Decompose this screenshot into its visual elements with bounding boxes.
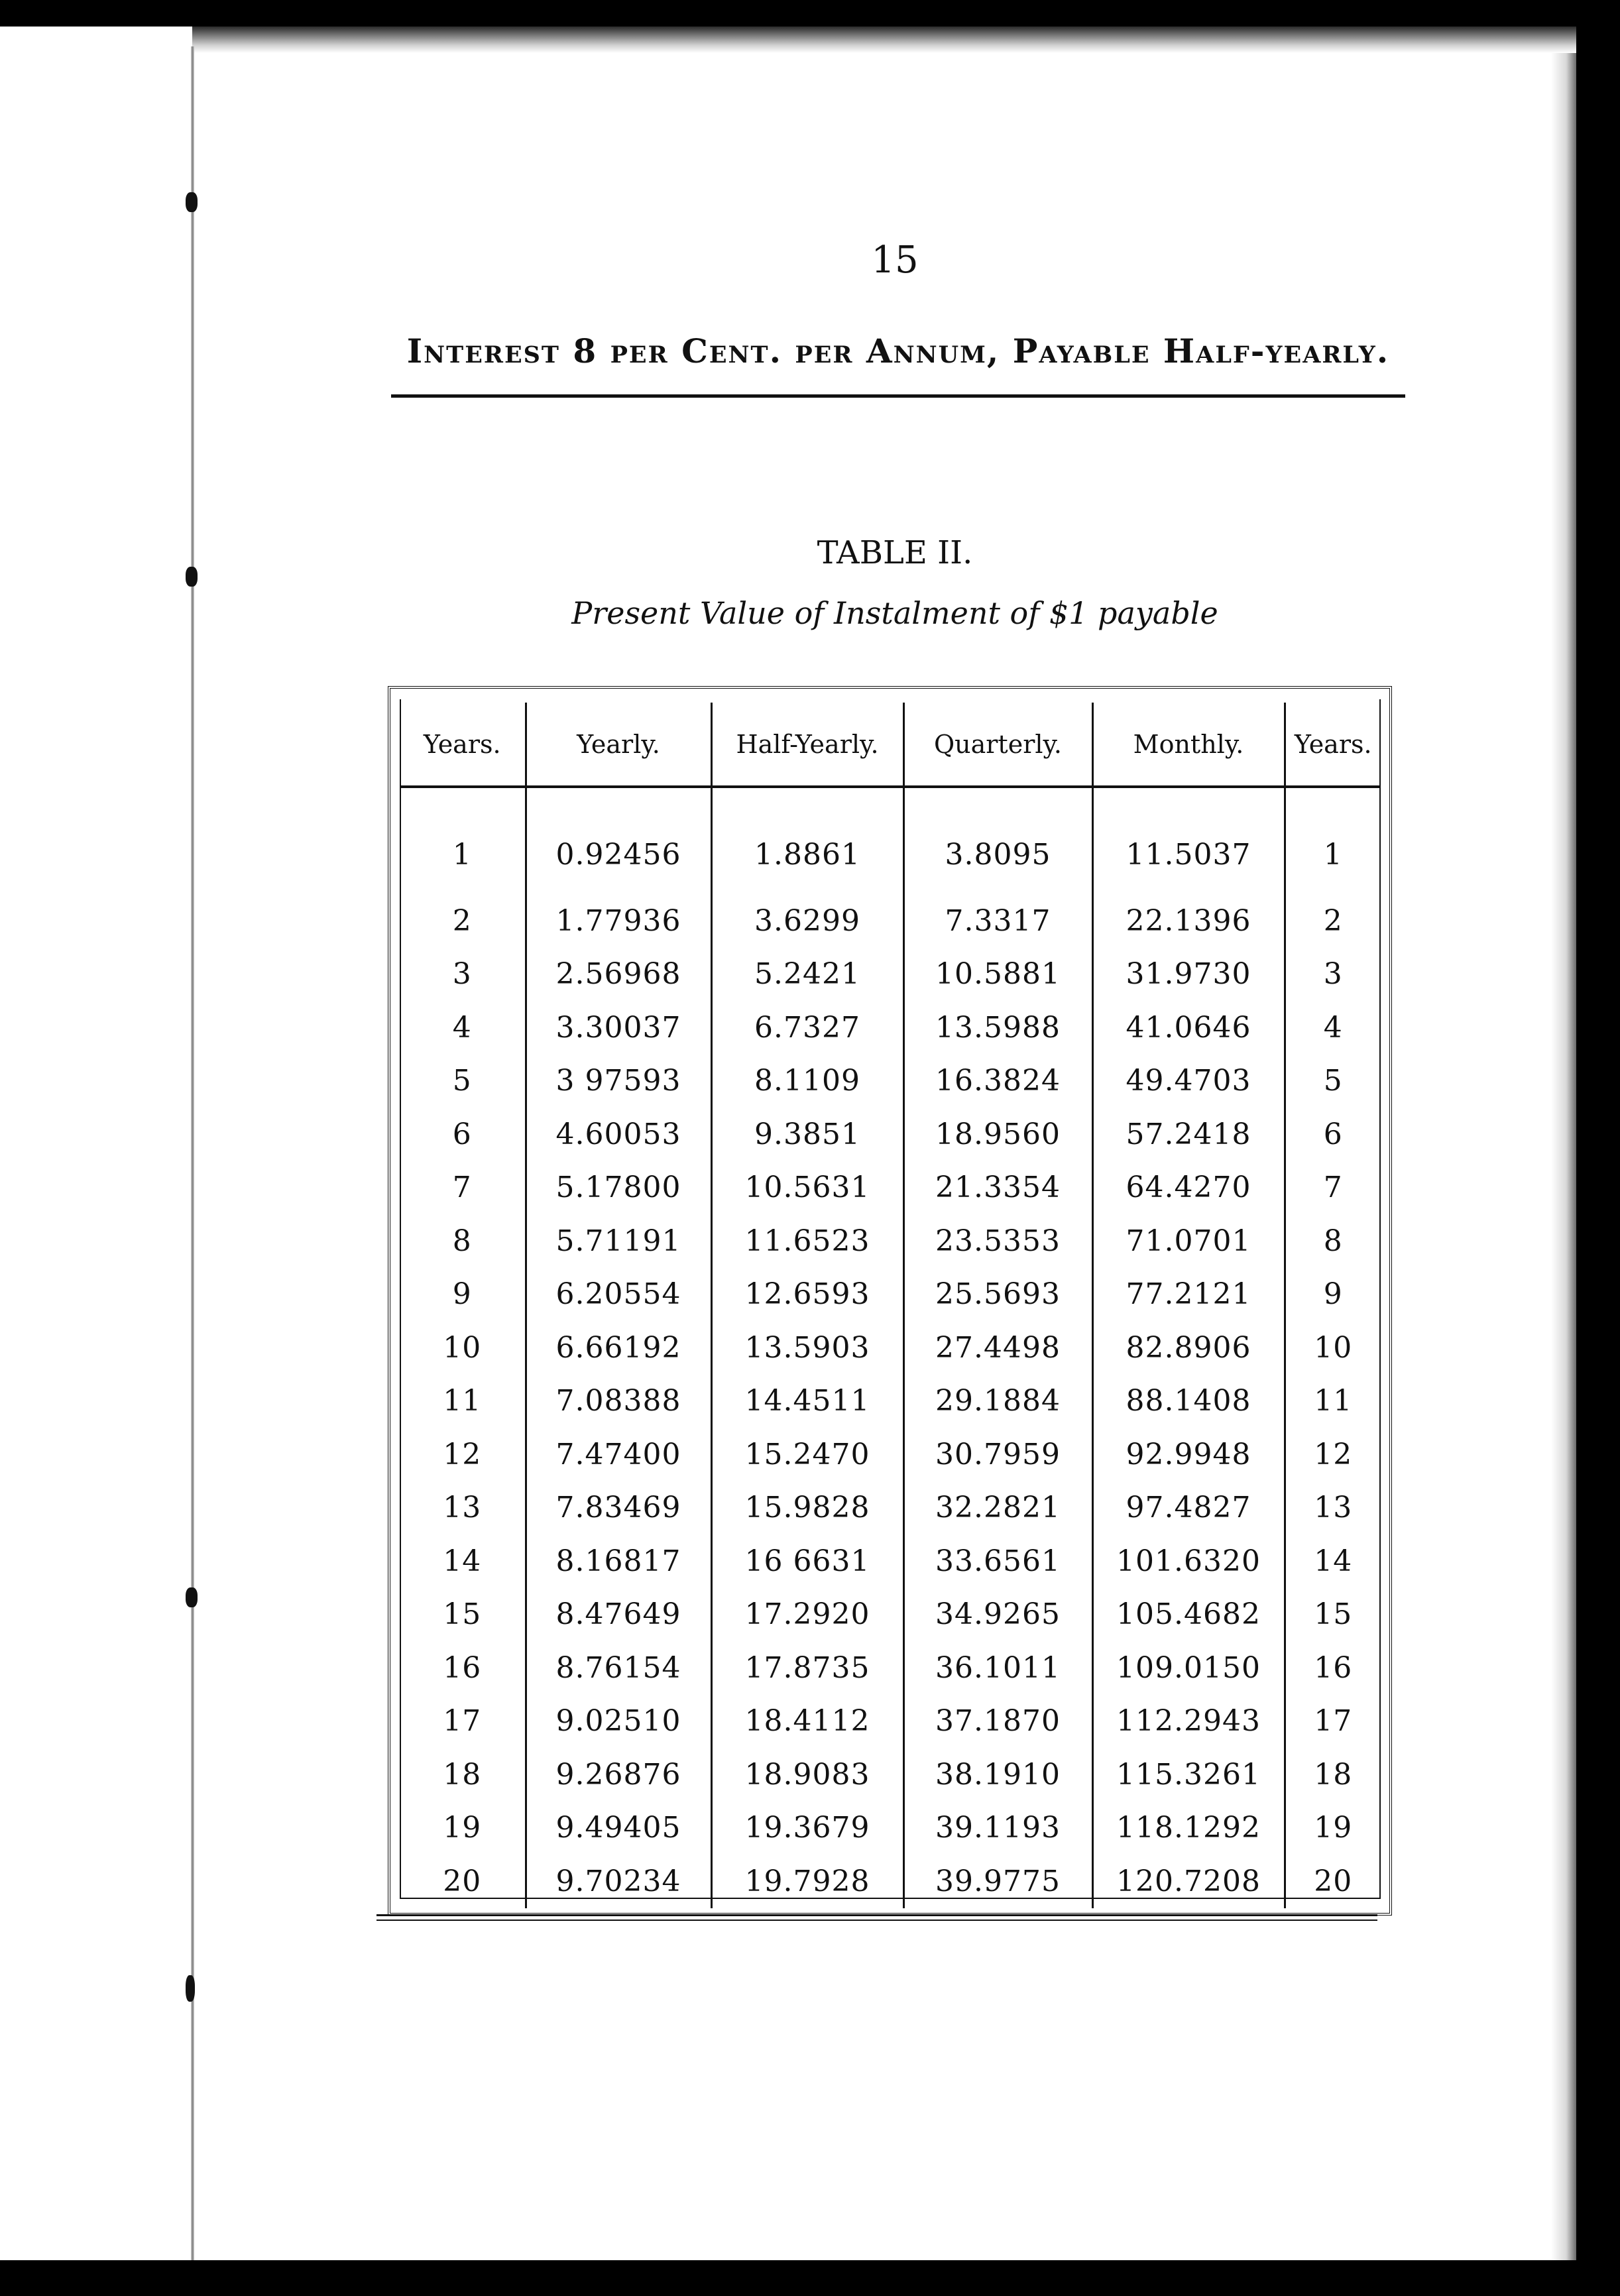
table-title: TABLE II. [817, 534, 973, 571]
cell-half-yearly: 15.2470 [711, 1428, 903, 1481]
cell-half-yearly: 12.6593 [711, 1268, 903, 1322]
cell-years: 15 [443, 1597, 482, 1632]
cell-years: 12 [443, 1437, 482, 1471]
cell-yearly: 3 97593 [526, 1055, 711, 1108]
cell-years: 11 [443, 1384, 482, 1418]
cell-half-yearly: 13.5903 [711, 1321, 903, 1375]
cell-yearly: 9.49405 [526, 1802, 711, 1855]
cell-years: 7 [452, 1171, 472, 1205]
cell-years: 16 [443, 1650, 482, 1685]
cell-years-right: 8 [1285, 1214, 1381, 1268]
cell-years: 20 [443, 1864, 482, 1898]
cell-monthly: 64.4270 [1092, 1161, 1285, 1215]
table-header-row [400, 703, 1381, 787]
table-subtitle: Present Value of Instalment of $1 payable [571, 595, 1218, 631]
cell-half-yearly: 5.2421 [711, 948, 903, 1002]
cell-half-yearly: 14.4511 [711, 1375, 903, 1428]
cell-years: 4 [452, 1010, 472, 1045]
cell-quarterly: 23.5353 [903, 1214, 1092, 1268]
cell-years: 18 [443, 1757, 482, 1792]
cell-yearly: 8.76154 [526, 1641, 711, 1695]
cell-quarterly: 29.1884 [903, 1375, 1092, 1428]
cell-half-yearly: 18.4112 [711, 1695, 903, 1749]
cell-quarterly: 37.1870 [903, 1695, 1092, 1749]
cell-half-yearly: 3.6299 [711, 894, 903, 948]
cell-years-right: 2 [1285, 894, 1381, 948]
binding-stitch [186, 192, 198, 212]
column-header-quarterly: Quarterly. [903, 703, 1092, 787]
header-rule [391, 394, 1405, 398]
cell-yearly: 6.20554 [526, 1268, 711, 1322]
binding-stitch [186, 567, 198, 587]
cell-years-right: 9 [1285, 1268, 1381, 1322]
table-row [400, 1802, 1381, 1855]
cell-quarterly: 39.1193 [903, 1802, 1092, 1855]
table-body [400, 787, 1381, 1908]
cell-quarterly: 36.1011 [903, 1641, 1092, 1695]
cell-monthly: 112.2943 [1092, 1695, 1285, 1749]
cell-yearly: 8.16817 [526, 1534, 711, 1588]
cell-monthly: 97.4827 [1092, 1481, 1285, 1535]
cell-monthly: 120.7208 [1092, 1855, 1285, 1908]
table-row [400, 1641, 1381, 1695]
cell-quarterly: 16.3824 [903, 1055, 1092, 1108]
cell-monthly: 88.1408 [1092, 1375, 1285, 1428]
table-row [400, 1534, 1381, 1588]
cell-half-yearly: 17.8735 [711, 1641, 903, 1695]
cell-yearly: 9.02510 [526, 1695, 711, 1749]
binding-stitch [186, 1587, 198, 1607]
facing-page-margin [0, 27, 192, 2260]
cell-half-yearly: 6.7327 [711, 1001, 903, 1055]
cell-years: 6 [452, 1117, 472, 1151]
cell-half-yearly: 9.3851 [711, 1108, 903, 1161]
cell-half-yearly: 8.1109 [711, 1055, 903, 1108]
cell-monthly: 31.9730 [1092, 948, 1285, 1002]
cell-quarterly: 13.5988 [903, 1001, 1092, 1055]
table-row [400, 1855, 1381, 1908]
cell-years-right: 20 [1285, 1855, 1381, 1908]
column-header-years: Years. [400, 703, 526, 787]
cell-quarterly: 30.7959 [903, 1428, 1092, 1481]
cell-years-right: 14 [1285, 1534, 1381, 1588]
cell-years: 2 [452, 903, 472, 938]
column-header-yearly: Yearly. [526, 703, 711, 787]
page-top-shadow [192, 27, 1576, 53]
scan-right-edge [1576, 0, 1620, 2296]
cell-years-right: 7 [1285, 1161, 1381, 1215]
cell-monthly: 22.1396 [1092, 894, 1285, 948]
cell-monthly: 105.4682 [1092, 1588, 1285, 1642]
cell-years: 10 [443, 1330, 482, 1365]
binding-stitch [186, 1975, 195, 2002]
cell-years-right: 10 [1285, 1321, 1381, 1375]
column-header-years-right: Years. [1285, 703, 1381, 787]
cell-monthly: 71.0701 [1092, 1214, 1285, 1268]
table-row [400, 1428, 1381, 1481]
cell-monthly: 11.5037 [1092, 787, 1285, 894]
cell-years-right: 15 [1285, 1588, 1381, 1642]
table-row [400, 1748, 1381, 1802]
cell-quarterly: 21.3354 [903, 1161, 1092, 1215]
cell-years-right: 4 [1285, 1001, 1381, 1055]
table-row [400, 1214, 1381, 1268]
table-row [400, 1268, 1381, 1322]
cell-yearly: 4.60053 [526, 1108, 711, 1161]
cell-half-yearly: 16 6631 [711, 1534, 903, 1588]
cell-years-right: 13 [1285, 1481, 1381, 1535]
cell-half-yearly: 19.3679 [711, 1802, 903, 1855]
cell-yearly: 0.92456 [526, 787, 711, 894]
table-row [400, 894, 1381, 948]
cell-yearly: 7.83469 [526, 1481, 711, 1535]
cell-years-right: 11 [1285, 1375, 1381, 1428]
cell-half-yearly: 15.9828 [711, 1481, 903, 1535]
cell-years: 17 [443, 1704, 482, 1739]
table-row [400, 1695, 1381, 1749]
table-row [400, 1375, 1381, 1428]
cell-quarterly: 18.9560 [903, 1108, 1092, 1161]
cell-yearly: 9.26876 [526, 1748, 711, 1802]
page-number: 15 [871, 239, 919, 282]
binding-gutter [191, 46, 194, 2260]
table-bottom-rule [376, 1920, 1377, 1921]
cell-years: 3 [452, 957, 472, 992]
table-row [400, 787, 1381, 894]
cell-monthly: 82.8906 [1092, 1321, 1285, 1375]
scan-bottom-edge [0, 2260, 1620, 2296]
cell-years: 9 [452, 1277, 472, 1312]
table-row [400, 1001, 1381, 1055]
cell-years-right: 3 [1285, 948, 1381, 1002]
table-row [400, 948, 1381, 1002]
cell-years: 5 [452, 1064, 472, 1098]
cell-yearly: 8.47649 [526, 1588, 711, 1642]
cell-half-yearly: 11.6523 [711, 1214, 903, 1268]
cell-years: 8 [452, 1224, 472, 1258]
cell-monthly: 115.3261 [1092, 1748, 1285, 1802]
cell-quarterly: 27.4498 [903, 1321, 1092, 1375]
cell-years-right: 1 [1285, 787, 1381, 894]
table-row [400, 1055, 1381, 1108]
cell-half-yearly: 19.7928 [711, 1855, 903, 1908]
cell-years-right: 17 [1285, 1695, 1381, 1749]
table-row [400, 1161, 1381, 1215]
cell-yearly: 5.71191 [526, 1214, 711, 1268]
cell-yearly: 9.70234 [526, 1855, 711, 1908]
cell-years: 1 [452, 837, 472, 872]
cell-quarterly: 3.8095 [903, 787, 1092, 894]
cell-quarterly: 7.3317 [903, 894, 1092, 948]
cell-quarterly: 25.5693 [903, 1268, 1092, 1322]
cell-monthly: 101.6320 [1092, 1534, 1285, 1588]
present-value-table [400, 703, 1381, 1908]
cell-monthly: 57.2418 [1092, 1108, 1285, 1161]
cell-years-right: 18 [1285, 1748, 1381, 1802]
cell-half-yearly: 10.5631 [711, 1161, 903, 1215]
cell-years-right: 12 [1285, 1428, 1381, 1481]
cell-monthly: 118.1292 [1092, 1802, 1285, 1855]
cell-years-right: 6 [1285, 1108, 1381, 1161]
table-row [400, 1588, 1381, 1642]
running-head: Interest 8 per Cent. per Annum, Payable Half-yearly. [406, 331, 1390, 371]
cell-yearly: 3.30037 [526, 1001, 711, 1055]
cell-monthly: 109.0150 [1092, 1641, 1285, 1695]
table-row [400, 1321, 1381, 1375]
cell-half-yearly: 1.8861 [711, 787, 903, 894]
scan-top-edge [0, 0, 1620, 27]
cell-years-right: 19 [1285, 1802, 1381, 1855]
cell-quarterly: 39.9775 [903, 1855, 1092, 1908]
cell-quarterly: 33.6561 [903, 1534, 1092, 1588]
cell-yearly: 7.47400 [526, 1428, 711, 1481]
cell-yearly: 7.08388 [526, 1375, 711, 1428]
cell-monthly: 49.4703 [1092, 1055, 1285, 1108]
cell-quarterly: 10.5881 [903, 948, 1092, 1002]
table-bottom-rule [376, 1914, 1377, 1916]
table-row [400, 1481, 1381, 1535]
cell-quarterly: 38.1910 [903, 1748, 1092, 1802]
cell-years-right: 16 [1285, 1641, 1381, 1695]
cell-years-right: 5 [1285, 1055, 1381, 1108]
cell-quarterly: 34.9265 [903, 1588, 1092, 1642]
column-header-monthly: Monthly. [1092, 703, 1285, 787]
cell-monthly: 92.9948 [1092, 1428, 1285, 1481]
cell-years: 13 [443, 1491, 482, 1525]
cell-yearly: 2.56968 [526, 948, 711, 1002]
cell-monthly: 41.0646 [1092, 1001, 1285, 1055]
cell-yearly: 5.17800 [526, 1161, 711, 1215]
cell-yearly: 1.77936 [526, 894, 711, 948]
page-right-shadow [1551, 53, 1576, 2260]
cell-monthly: 77.2121 [1092, 1268, 1285, 1322]
cell-yearly: 6.66192 [526, 1321, 711, 1375]
column-header-half-yearly: Half-Yearly. [711, 703, 903, 787]
cell-years: 19 [443, 1811, 482, 1845]
cell-half-yearly: 17.2920 [711, 1588, 903, 1642]
cell-half-yearly: 18.9083 [711, 1748, 903, 1802]
cell-years: 14 [443, 1544, 482, 1578]
cell-quarterly: 32.2821 [903, 1481, 1092, 1535]
table-row [400, 1108, 1381, 1161]
